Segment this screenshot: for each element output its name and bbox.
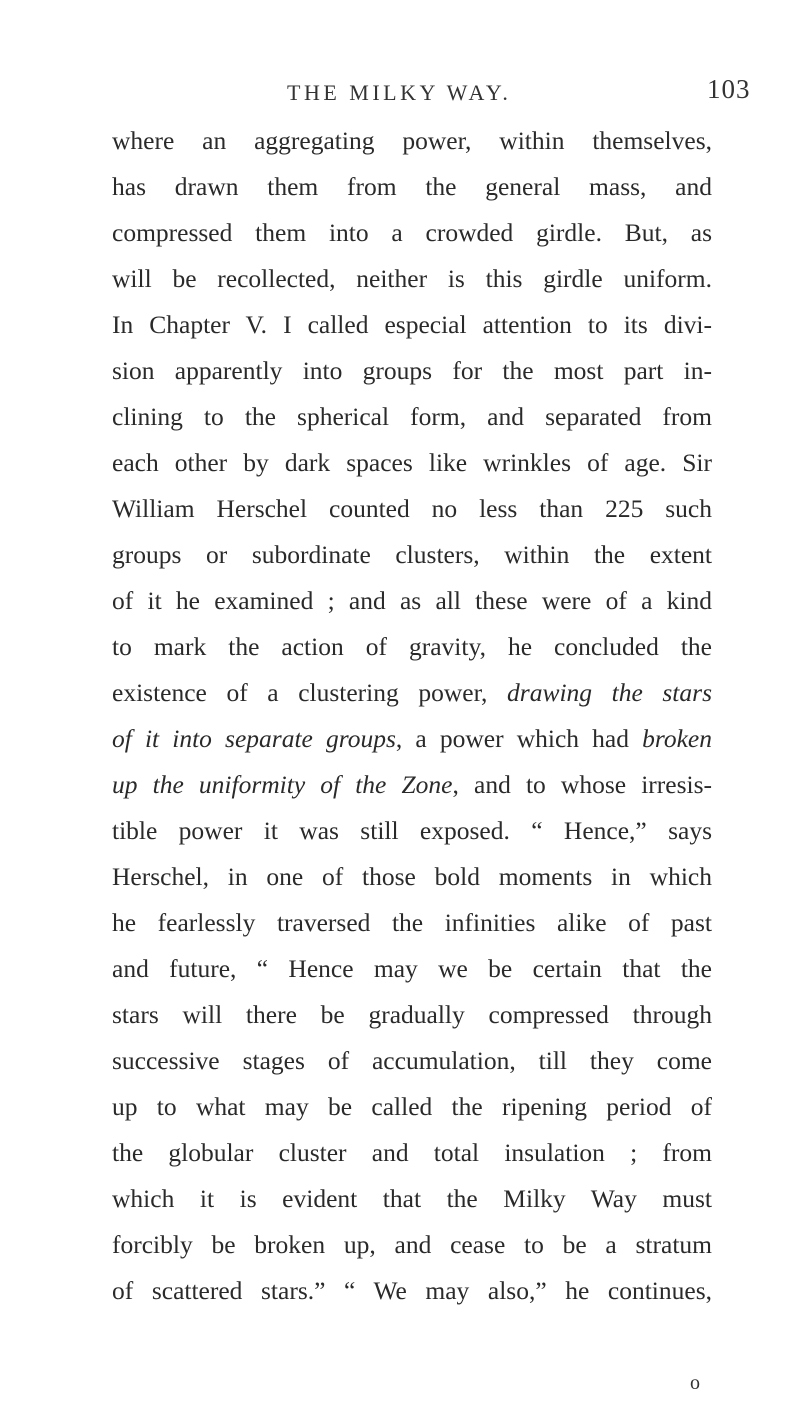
text-line: each other by dark spaces like wrinkles of age. Sir bbox=[112, 448, 712, 477]
italic-phrase: drawing the stars bbox=[507, 678, 712, 707]
text-line: and future, “ Hence may we be certain that the bbox=[112, 954, 712, 983]
text-line: to mark the action of gravity, he concluded the bbox=[112, 632, 712, 661]
page-number: 103 bbox=[707, 74, 751, 104]
text-line: In Chapter V. I called especial attention to its divi- bbox=[112, 310, 712, 339]
text-line: of it into separate groups, a power which had broken bbox=[112, 724, 712, 753]
running-head: THE MILKY WAY. bbox=[287, 80, 512, 105]
text-line: up to what may be called the ripening period of bbox=[112, 1092, 712, 1121]
text-line: existence of a clustering power, drawing the stars bbox=[112, 678, 712, 707]
text-line: of it he examined ; and as all these were of a kind bbox=[112, 586, 712, 615]
text-line: which it is evident that the Milky Way must bbox=[112, 1184, 712, 1213]
text-line: Herschel, in one of those bold moments in which bbox=[112, 862, 712, 891]
body-text bbox=[112, 118, 712, 1314]
italic-phrase: broken bbox=[642, 724, 712, 753]
text-line: forcibly be broken up, and cease to be a stratum bbox=[112, 1230, 712, 1259]
page-header bbox=[0, 70, 800, 110]
text-line: stars will there be gradually compressed through bbox=[112, 1000, 712, 1029]
text-line: William Herschel counted no less than 225 such bbox=[112, 494, 712, 523]
text-line: up the uniformity of the Zone, and to whose irresis- bbox=[112, 770, 713, 799]
text-line: successive stages of accumulation, till they come bbox=[112, 1046, 712, 1075]
text-line: has drawn them from the general mass, and bbox=[112, 172, 712, 201]
text-line: sion apparently into groups for the most part in- bbox=[112, 356, 712, 385]
text-line: tible power it was still exposed. “ Hence,” says bbox=[112, 816, 712, 845]
italic-phrase: up the uniformity of the Zone bbox=[112, 770, 453, 799]
catchword: o bbox=[690, 1372, 700, 1394]
text-line: compressed them into a crowded girdle. But, as bbox=[112, 218, 712, 247]
text-line: will be recollected, neither is this girdle uniform. bbox=[112, 264, 712, 293]
italic-phrase: of it into separate groups bbox=[112, 724, 396, 753]
text-line: where an aggregating power, within themselves, bbox=[112, 126, 712, 155]
text-line: groups or subordinate clusters, within the extent bbox=[112, 540, 712, 569]
text-line: clining to the spherical form, and separated from bbox=[112, 402, 712, 431]
text-line: the globular cluster and total insulation ; from bbox=[112, 1138, 712, 1167]
text-line: he fearlessly traversed the infinities alike of past bbox=[112, 908, 712, 937]
text-line: of scattered stars.” “ We may also,” he continues, bbox=[112, 1276, 712, 1305]
